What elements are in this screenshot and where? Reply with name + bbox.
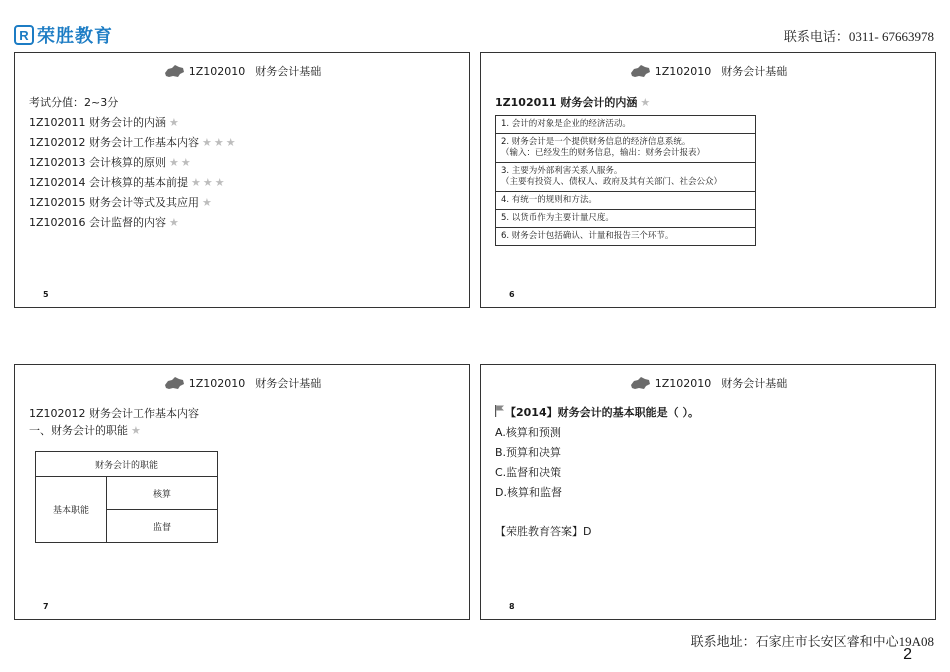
list-item: 1Z102015 财务会计等式及其应用 ★ [29, 196, 214, 209]
logo [14, 22, 113, 48]
slide-6 [480, 52, 936, 308]
section-title: 财务会计基础 [255, 377, 322, 390]
slide-8 [480, 364, 936, 620]
content-table [495, 115, 756, 246]
star-icon: ★ [640, 96, 653, 109]
section-code: 1Z102010 [654, 376, 712, 390]
option-b: B.预算和决算 [495, 446, 562, 459]
flag-icon [495, 405, 505, 417]
page-number: 2 [903, 646, 912, 663]
star-icon: ★★★ [191, 176, 227, 189]
star-icon: ★★ [169, 156, 193, 169]
table-row: 5. 以货币作为主要计量尺度。 [496, 210, 756, 228]
option-a: A.核算和预测 [495, 426, 561, 439]
slide-number: 6 [509, 290, 515, 299]
map-icon [163, 64, 185, 78]
star-icon: ★★★ [202, 136, 238, 149]
slide-header [15, 375, 469, 391]
section-code: 1Z102010 [654, 64, 712, 78]
logo-mark-icon: R [14, 25, 34, 45]
slide-number: 5 [43, 290, 49, 299]
slide-header [15, 63, 469, 79]
list-item: 考试分值：2~3分 [29, 96, 119, 109]
map-icon [629, 376, 651, 390]
contact-address: 联系地址：石家庄市长安区睿和中心19A08 [690, 634, 934, 649]
slide-7 [14, 364, 470, 620]
question-block [495, 403, 699, 503]
table-row [36, 477, 218, 510]
table-row: 6. 财务会计包括确认、计量和报告三个环节。 [496, 228, 756, 246]
topic-text: 1Z102012 财务会计工作基本内容 一、财务会计的职能 ★ [29, 407, 200, 437]
list-item: 1Z102014 会计核算的基本前提 ★★★ [29, 176, 227, 189]
topic-list [29, 93, 238, 233]
table-row: 2. 财务会计是一个提供财务信息的经济信息系统。 （输入：已经发生的财务信息，输出：财务会计报表） [496, 134, 756, 163]
table-row [36, 452, 218, 477]
contact-phone: 联系电话：0311- 67663978 [783, 29, 934, 44]
table-header: 财务会计的职能 [36, 452, 218, 477]
star-icon: ★ [169, 216, 181, 229]
table-row: 1. 会计的对象是企业的经济活动。 [496, 116, 756, 134]
slide-number: 7 [43, 602, 49, 611]
section-code: 1Z102010 [188, 64, 246, 78]
table-cell: 监督 [107, 510, 218, 543]
list-item: 1Z102013 会计核算的原则 ★★ [29, 156, 193, 169]
star-icon: ★ [202, 196, 214, 209]
section-title: 财务会计基础 [721, 65, 788, 78]
slide-header [481, 63, 935, 79]
slide-number: 8 [509, 602, 515, 611]
section-title: 财务会计基础 [721, 377, 788, 390]
question: 【2014】财务会计的基本职能是（ ）。 [495, 403, 699, 423]
list-item: 1Z102011 财务会计的内涵 ★ [29, 116, 181, 129]
option-c: C.监督和决策 [495, 466, 562, 479]
topic-title: 1Z102011 财务会计的内涵 ★ [495, 96, 653, 109]
star-icon: ★ [131, 424, 143, 437]
option-d: D.核算和监督 [495, 486, 562, 499]
table-group-cell: 基本职能 [36, 477, 107, 543]
section-title: 财务会计基础 [255, 65, 322, 78]
section-code: 1Z102010 [188, 376, 246, 390]
slide-header [481, 375, 935, 391]
table-row: 4. 有统一的规则和方法。 [496, 192, 756, 210]
list-item: 1Z102012 财务会计工作基本内容 ★★★ [29, 136, 238, 149]
answer: 【荣胜教育答案】D [495, 525, 592, 538]
table-row: 3. 主要为外部利害关系人服务。 （主要有投资人、债权人、政府及其有关部门、社会公众） [496, 163, 756, 192]
table-cell: 核算 [107, 477, 218, 510]
list-item: 1Z102016 会计监督的内容 ★ [29, 216, 181, 229]
slide-5 [14, 52, 470, 308]
map-icon [629, 64, 651, 78]
logo-text: 荣胜教育 [37, 26, 113, 47]
function-table [35, 451, 218, 543]
star-icon: ★ [169, 116, 181, 129]
map-icon [163, 376, 185, 390]
